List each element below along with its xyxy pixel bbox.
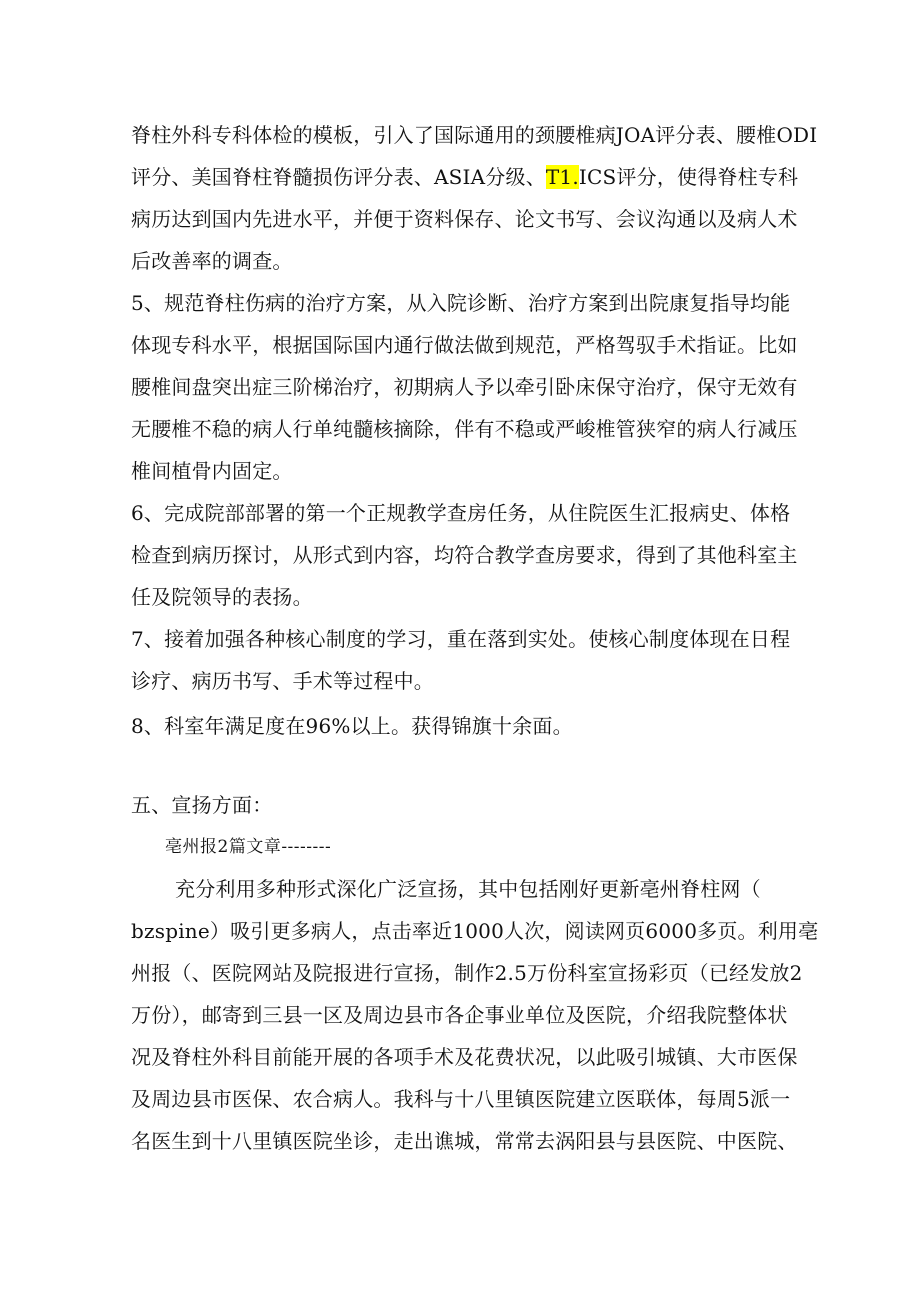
section-5-para-line-5: 况及脊柱外科目前能开展的各项手术及花费状况，以此吸引城镇、大市医保 bbox=[131, 1045, 798, 1069]
section-5-para-line-2: bzspine）吸引更多病人，点击率近1000人次，阅读网页6000多页。利用亳 bbox=[131, 919, 819, 943]
section-5-para-line-6: 及周边县市医保、农合病人。我科与十八里镇医院建立医联体，每周5派一 bbox=[131, 1087, 791, 1111]
section-5-heading: 五、宣扬方面： bbox=[131, 793, 273, 817]
item-5-line-1: 5、规范脊柱伤病的治疗方案，从入院诊断、治疗方案到出院康复指导均能 bbox=[131, 291, 791, 315]
paragraph-4-line-3: 病历达到国内先进水平，并便于资料保存、论文书写、会议沟通以及病人术 bbox=[131, 207, 798, 231]
item-5-line-3: 腰椎间盘突出症三阶梯治疗，初期病人予以牵引卧床保守治疗，保守无效有 bbox=[131, 375, 798, 399]
section-5-para-line-4: 万份），邮寄到三县一区及周边县市各企事业单位及医院，介绍我院整体状 bbox=[131, 1003, 788, 1027]
item-5-line-4: 无腰椎不稳的病人行单纯髓核摘除，伴有不稳或严峻椎管狭窄的病人行减压 bbox=[131, 417, 798, 441]
paragraph-4-line-4: 后改善率的调查。 bbox=[131, 249, 293, 273]
item-6-line-2: 检查到病历探讨，从形式到内容，均符合教学查房要求，得到了其他科室主 bbox=[131, 543, 798, 567]
highlighted-text: T1. bbox=[545, 165, 579, 189]
section-5-subheading: 亳州报2篇文章-------- bbox=[165, 837, 332, 857]
section-5-para-line-7: 名医生到十八里镇医院坐诊，走出谯城，常常去涡阳县与县医院、中医院、 bbox=[131, 1129, 798, 1153]
item-5-line-2: 体现专科水平，根据国际国内通行做法做到规范，严格驾驭手术指证。比如 bbox=[131, 333, 798, 357]
item-6-line-1: 6、完成院部部署的第一个正规教学查房任务，从住院医生汇报病史、体格 bbox=[131, 501, 791, 525]
paragraph-4-line-1: 脊柱外科专科体检的模板，引入了国际通用的颈腰椎病JOA评分表、腰椎ODI bbox=[131, 123, 818, 147]
item-7-line-1: 7、接着加强各种核心制度的学习，重在落到实处。使核心制度体现在日程 bbox=[131, 627, 791, 651]
item-8-line-1: 8、科室年满足度在96%以上。获得锦旗十余面。 bbox=[131, 714, 573, 738]
item-6-line-3: 任及院领导的表扬。 bbox=[131, 585, 313, 609]
section-5-para-line-3: 州报（、医院网站及院报进行宣扬，制作2.5万份科室宣扬彩页（已经发放2 bbox=[131, 961, 803, 985]
paragraph-4-line-2-after: ICS评分，使得脊柱专科 bbox=[578, 165, 799, 189]
paragraph-4-line-2-before: 评分、美国脊柱脊髓损伤评分表、ASIA分级、 bbox=[131, 165, 546, 189]
item-7-line-2: 诊疗、病历书写、手术等过程中。 bbox=[131, 669, 434, 693]
paragraph-4-line-2 bbox=[131, 162, 798, 192]
item-5-line-5: 椎间植骨内固定。 bbox=[131, 459, 293, 483]
section-5-para-line-1: 充分利用多种形式深化广泛宣扬，其中包括刚好更新亳州脊柱网（ bbox=[175, 877, 761, 901]
